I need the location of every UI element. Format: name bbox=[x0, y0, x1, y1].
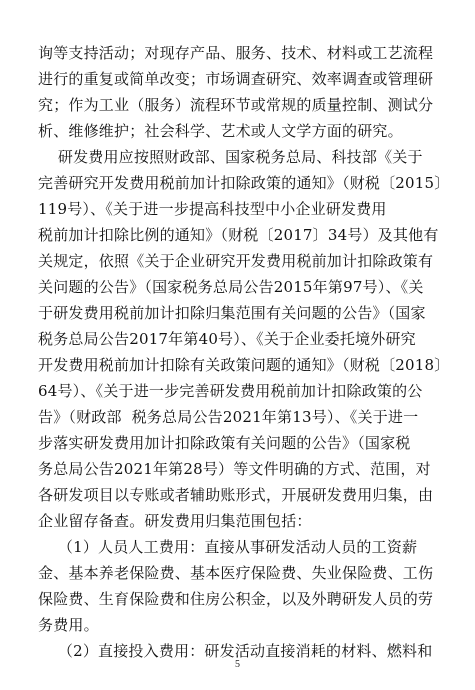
text-line: （1）人员人工费用：直接从事研发活动人员的工资薪 bbox=[38, 538, 418, 556]
text-line: 析、维修维护；社会科学、艺术或人文学方面的研究。 bbox=[38, 122, 403, 140]
text-line: 步落实研发费用加计扣除政策有关问题的公告》（国家税 bbox=[38, 434, 411, 452]
body-text bbox=[38, 40, 450, 664]
text-line: 各研发项目以专账或者辅助账形式，开展研发费用归集，由 bbox=[38, 486, 434, 504]
text-line: 究；作为工业（服务）流程环节或常规的质量控制、测试分 bbox=[38, 96, 434, 114]
text-line: 关问题的公告》（国家税务总局公告2015年第97号）、《关 bbox=[38, 278, 424, 296]
text-line: 保险费、生育保险费和住房公积金，以及外聘研发人员的劳 bbox=[38, 590, 434, 608]
text-line: 于研发费用税前加计扣除归集范围有关问题的公告》（国家 bbox=[38, 304, 426, 322]
text-line: 完善研究开发费用税前加计扣除政策的通知》（财税〔2015〕 bbox=[38, 174, 450, 192]
page-number: 5 bbox=[235, 659, 240, 670]
text-line: （2）直接投入费用：研发活动直接消耗的材料、燃料和 bbox=[38, 642, 433, 660]
text-line: 务费用。 bbox=[38, 616, 99, 634]
text-line: 告》（财政部 税务总局公告2021年第13号）、《关于进一 bbox=[38, 408, 419, 426]
text-line: 税前加计扣除比例的通知》（财税〔2017〕34号）及其他有 bbox=[38, 226, 439, 244]
text-line: 开发费用税前加计扣除有关政策问题的通知》（财税〔2018〕 bbox=[38, 356, 450, 374]
text-line: 务总局公告2021年第28号）等文件明确的方式、范围，对 bbox=[38, 460, 431, 478]
text-line: 税务总局公告2017年第40号）、《关于企业委托境外研究 bbox=[38, 330, 416, 348]
text-line: 64号）、《关于进一步完善研发费用税前加计扣除政策的公 bbox=[38, 382, 423, 400]
text-line: 企业留存备查。研发费用归集范围包括： bbox=[38, 512, 312, 530]
text-line: 关规定，依照《关于企业研究开发费用税前加计扣除政策有 bbox=[38, 252, 434, 270]
text-line: 金、基本养老保险费、基本医疗保险费、失业保险费、工伤 bbox=[38, 564, 434, 582]
text-line: 进行的重复或简单改变；市场调查研究、效率调查或管理研 bbox=[38, 70, 434, 88]
text-line: 研发费用应按照财政部、国家税务总局、科技部《关于 bbox=[38, 148, 423, 166]
text-line: 询等支持活动；对现存产品、服务、技术、材料或工艺流程 bbox=[38, 44, 434, 62]
text-line: 119号）、《关于进一步提高科技型中小企业研发费用 bbox=[38, 200, 387, 218]
